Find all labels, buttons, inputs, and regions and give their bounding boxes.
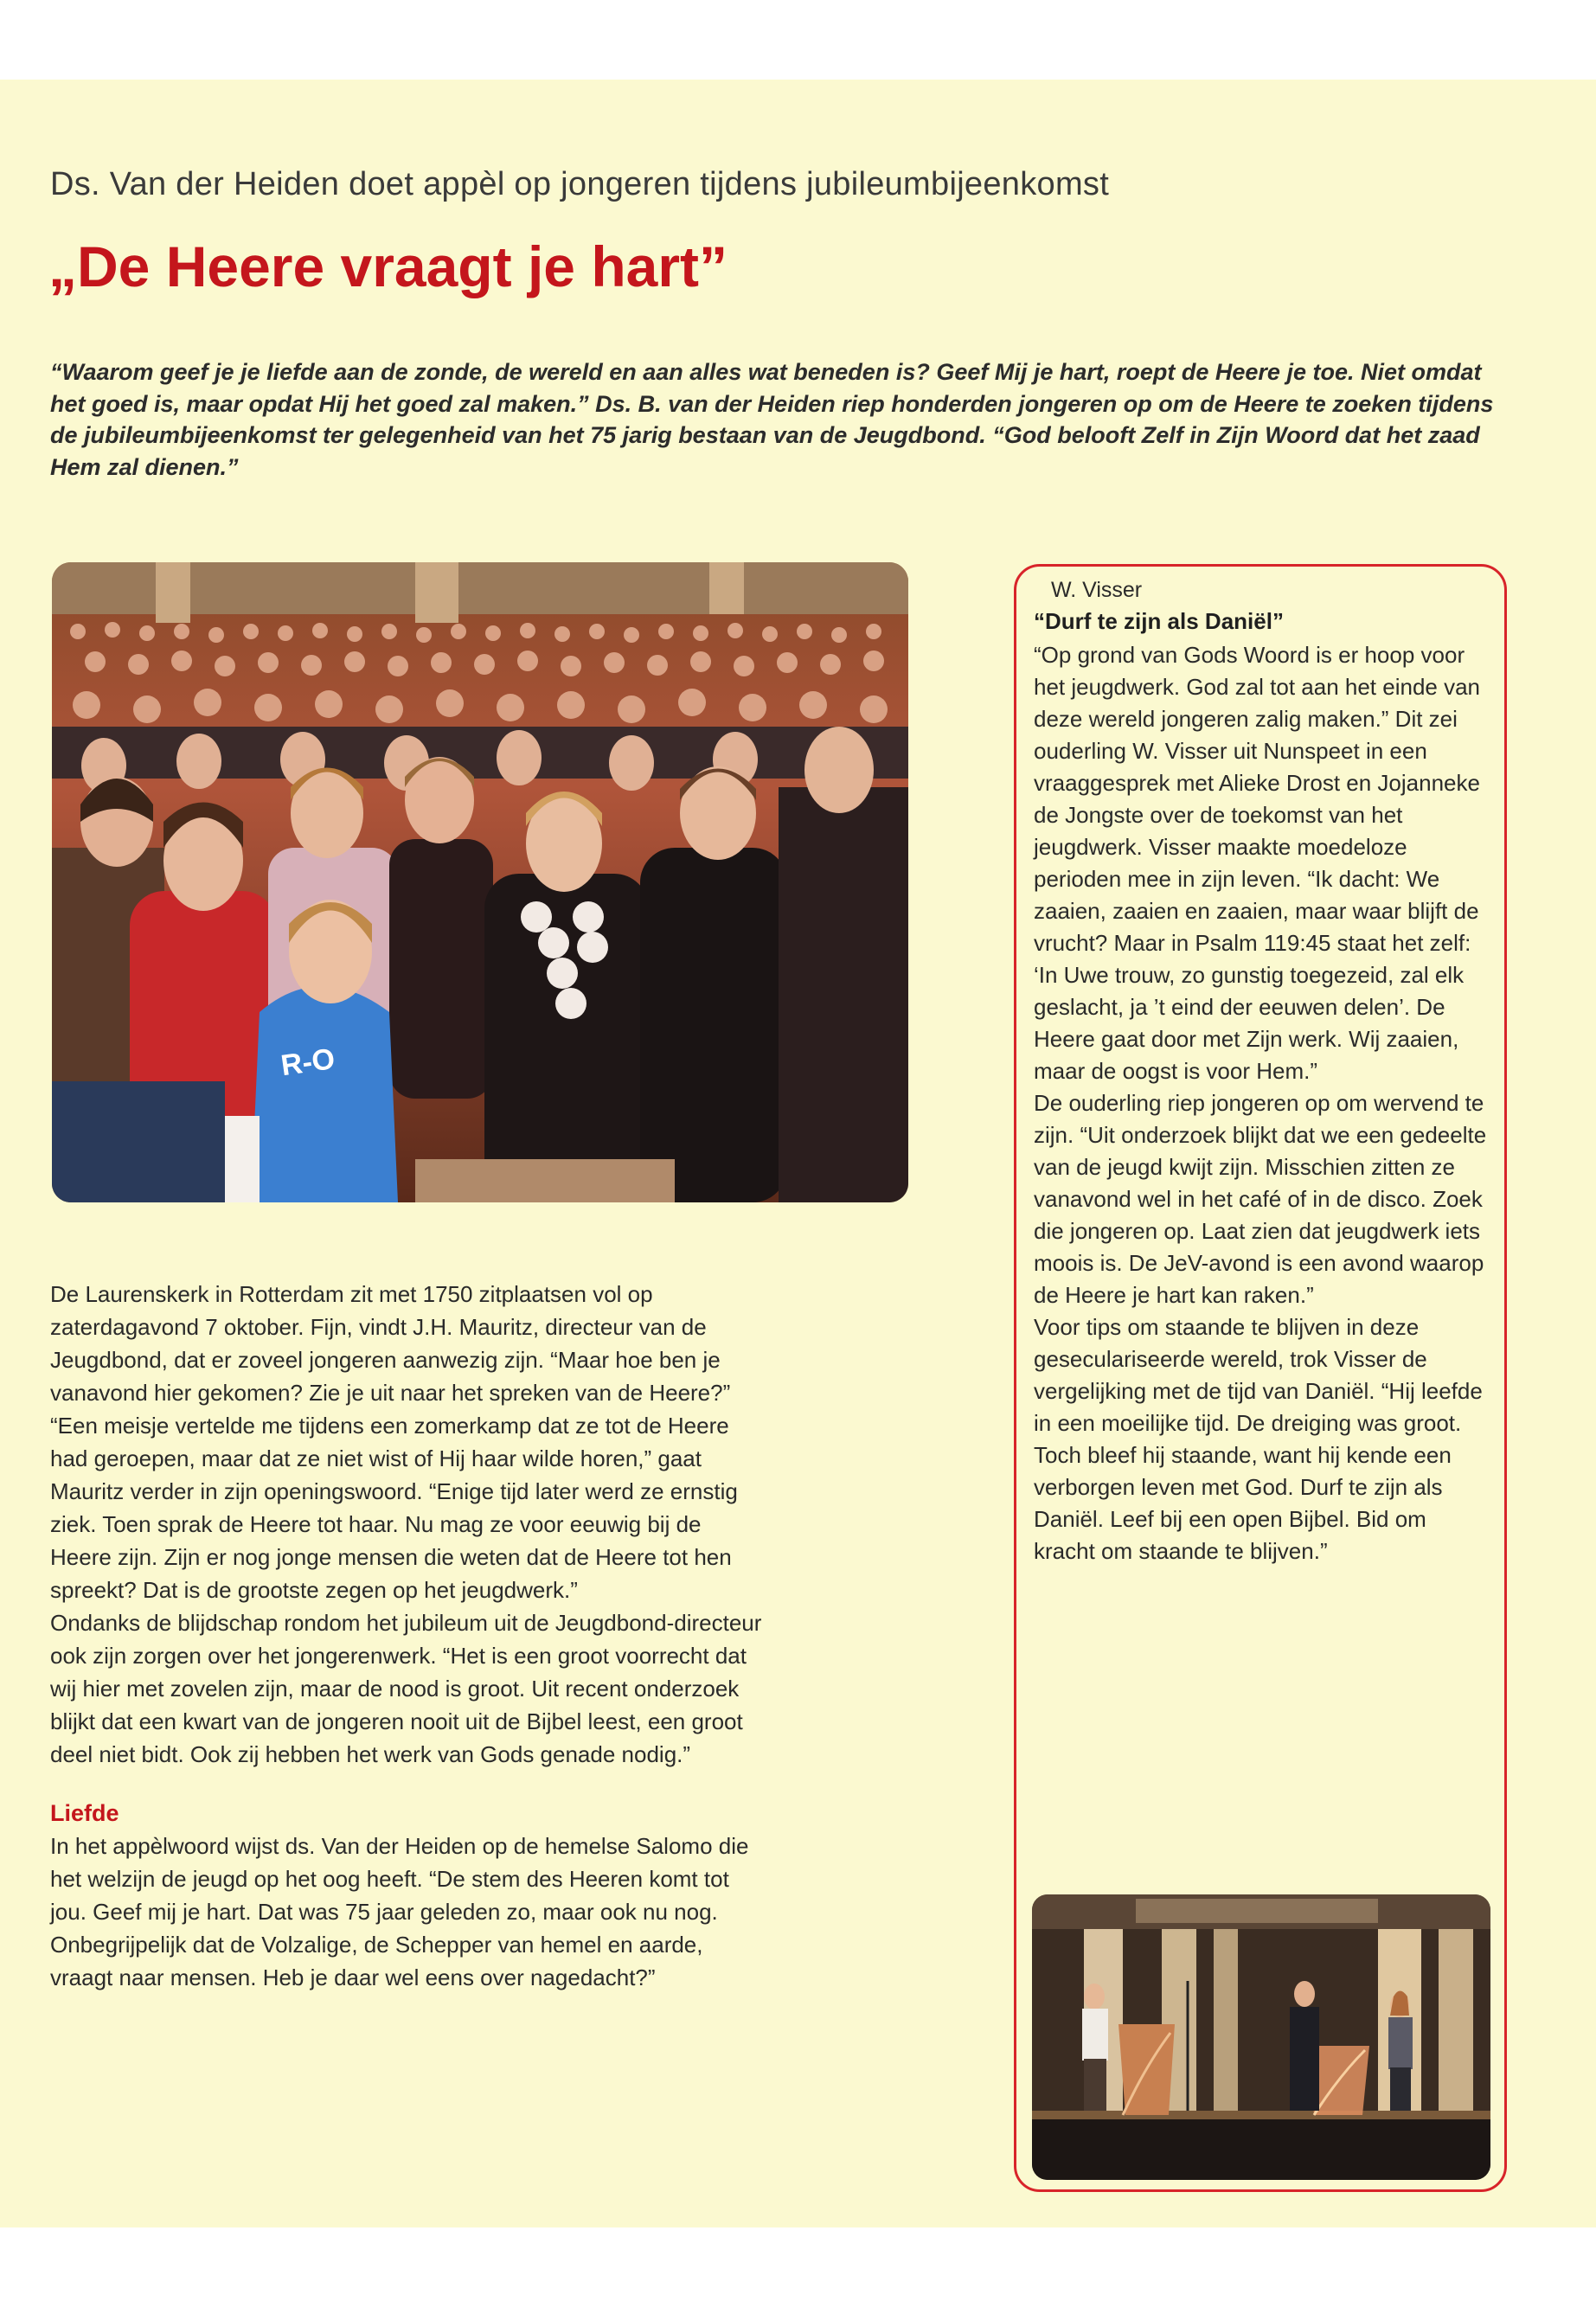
sidebar-paragraph: De ouderling riep jongeren op om wervend te zijn. “Uit onderzoek blijkt dat we een gedeelte van de jeugd kwijt zijn. Misschien zitten ze vanavond wel in het café of in de disco. Zoek die jongeren op. Laat zien dat jeugdwerk iets moois is. De JeV-avond is een avond waarop de Heere je hart kan raken.” bbox=[1034, 1090, 1487, 1308]
article-paragraph: Ondanks de blijdschap rondom het jubileum uit de Jeugdbond-directeur ook zijn zorgen over het jongerenwerk. “Het is een groot voorrecht dat wij hier met zovelen zijn, maar de nood is groot. Uit recent onderzoek blijkt dat een kwart van de jongeren nooit uit de Bijbel leest, een groot deel niet bidt. Ook zij hebben het werk van Gods genade nodig.” bbox=[50, 1610, 762, 1767]
magazine-page bbox=[0, 80, 1596, 2227]
article-paragraph: In het appèlwoord wijst ds. Van der Heiden op de hemelse Salomo die het welzijn de jeugd op het oog heeft. “De stem des Heeren komt tot jou. Geef mij je hart. Dat was 75 jaar geleden zo, maar ook nu nog. Onbegrijpelijk dat de Volzalige, de Schepper van hemel en aarde, vraagt naar mensen. Heb je daar wel eens over nagedacht?” bbox=[50, 1833, 749, 1990]
section-subheading: Liefde bbox=[50, 1800, 119, 1826]
article-headline: „De Heere vraagt je hart” bbox=[48, 234, 728, 298]
sidebar-author: W. Visser bbox=[1051, 578, 1143, 602]
article-kicker: Ds. Van der Heiden doet appèl op jongeren tijdens jubileumbijeenkomst bbox=[50, 166, 1110, 202]
sidebar-title: “Durf te zijn als Daniël” bbox=[1034, 608, 1284, 634]
sidebar-box bbox=[1014, 564, 1507, 2192]
article-body bbox=[50, 1278, 768, 1994]
audience-photo bbox=[52, 562, 908, 1202]
sidebar-body bbox=[1034, 639, 1492, 1567]
article-paragraph: “Een meisje vertelde me tijdens een zomerkamp dat ze tot de Heere had geroepen, maar dat ze niet wist of Hij haar wilde horen,” gaat Mauritz verder in zijn openingswoord. “Enige tijd later werd ze ernstig ziek. Toen sprak de Heere tot haar. Nu mag ze voor eeuwig bij de Heere zijn. Zijn er nog jonge mensen die weten dat de Heere tot hen spreekt? Dat is de grootste zegen op het jeugdwerk.” bbox=[50, 1413, 738, 1603]
sidebar-paragraph: Voor tips om staande te blijven in deze geseculariseerde wereld, trok Visser de vergelijking met de tijd van Daniël. “Hij leefde in een moeilijke tijd. De dreiging was groot. Toch bleef hij staande, want hij kende een verborgen leven met God. Durf te zijn als Daniël. Leef bij een open Bijbel. Bid om kracht om staande te blijven.” bbox=[1034, 1314, 1483, 1564]
sidebar-paragraph: “Op grond van Gods Woord is er hoop voor het jeugdwerk. God zal tot aan het einde van deze wereld jongeren zalig maken.” Dit zei ouderling W. Visser uit Nunspeet in een vraaggesprek met Alieke Drost en Jojanneke de Jongste over de toekomst van het jeugdwerk. Visser maakte moedeloze perioden mee in zijn leven. “Ik dacht: We zaaien, zaaien en zaaien, maar waar blijft de vrucht? Maar in Psalm 119:45 staat het zelf: ‘In Uwe trouw, zo gunstig toegezeid, zal elk geslacht, ja ’t eind der eeuwen delen’. De Heere gaat door met Zijn werk. Wij zaaien, maar de oogst is voor Hem.” bbox=[1034, 642, 1481, 1084]
stage-photo bbox=[1032, 1894, 1490, 2180]
article-paragraph: De Laurenskerk in Rotterdam zit met 1750 zitplaatsen vol op zaterdagavond 7 oktober. Fijn, vindt J.H. Mauritz, directeur van de Jeugdbond, dat er zoveel jongeren aanwezig zijn. “Maar hoe ben je vanavond hier gekomen? Zie je uit naar het spreken van de Heere?” bbox=[50, 1281, 731, 1406]
svg-text:R-O: R-O bbox=[279, 1042, 337, 1083]
article-lead: “Waarom geef je je liefde aan de zonde, de wereld en aan alles wat beneden is? Geef Mij je hart, roept de Heere je toe. Niet omdat het goed is, maar opdat Hij het goed zal maken.” Ds. B. van der Heiden riep honderden jongeren op om de Heere te zoeken tijdens de jubileumbijeenkomst ter gelegenheid van het 75 jarig bestaan van de Jeugdbond. “God belooft Zelf in Zijn Woord dat het zaad Hem zal dienen.” bbox=[50, 359, 1494, 480]
